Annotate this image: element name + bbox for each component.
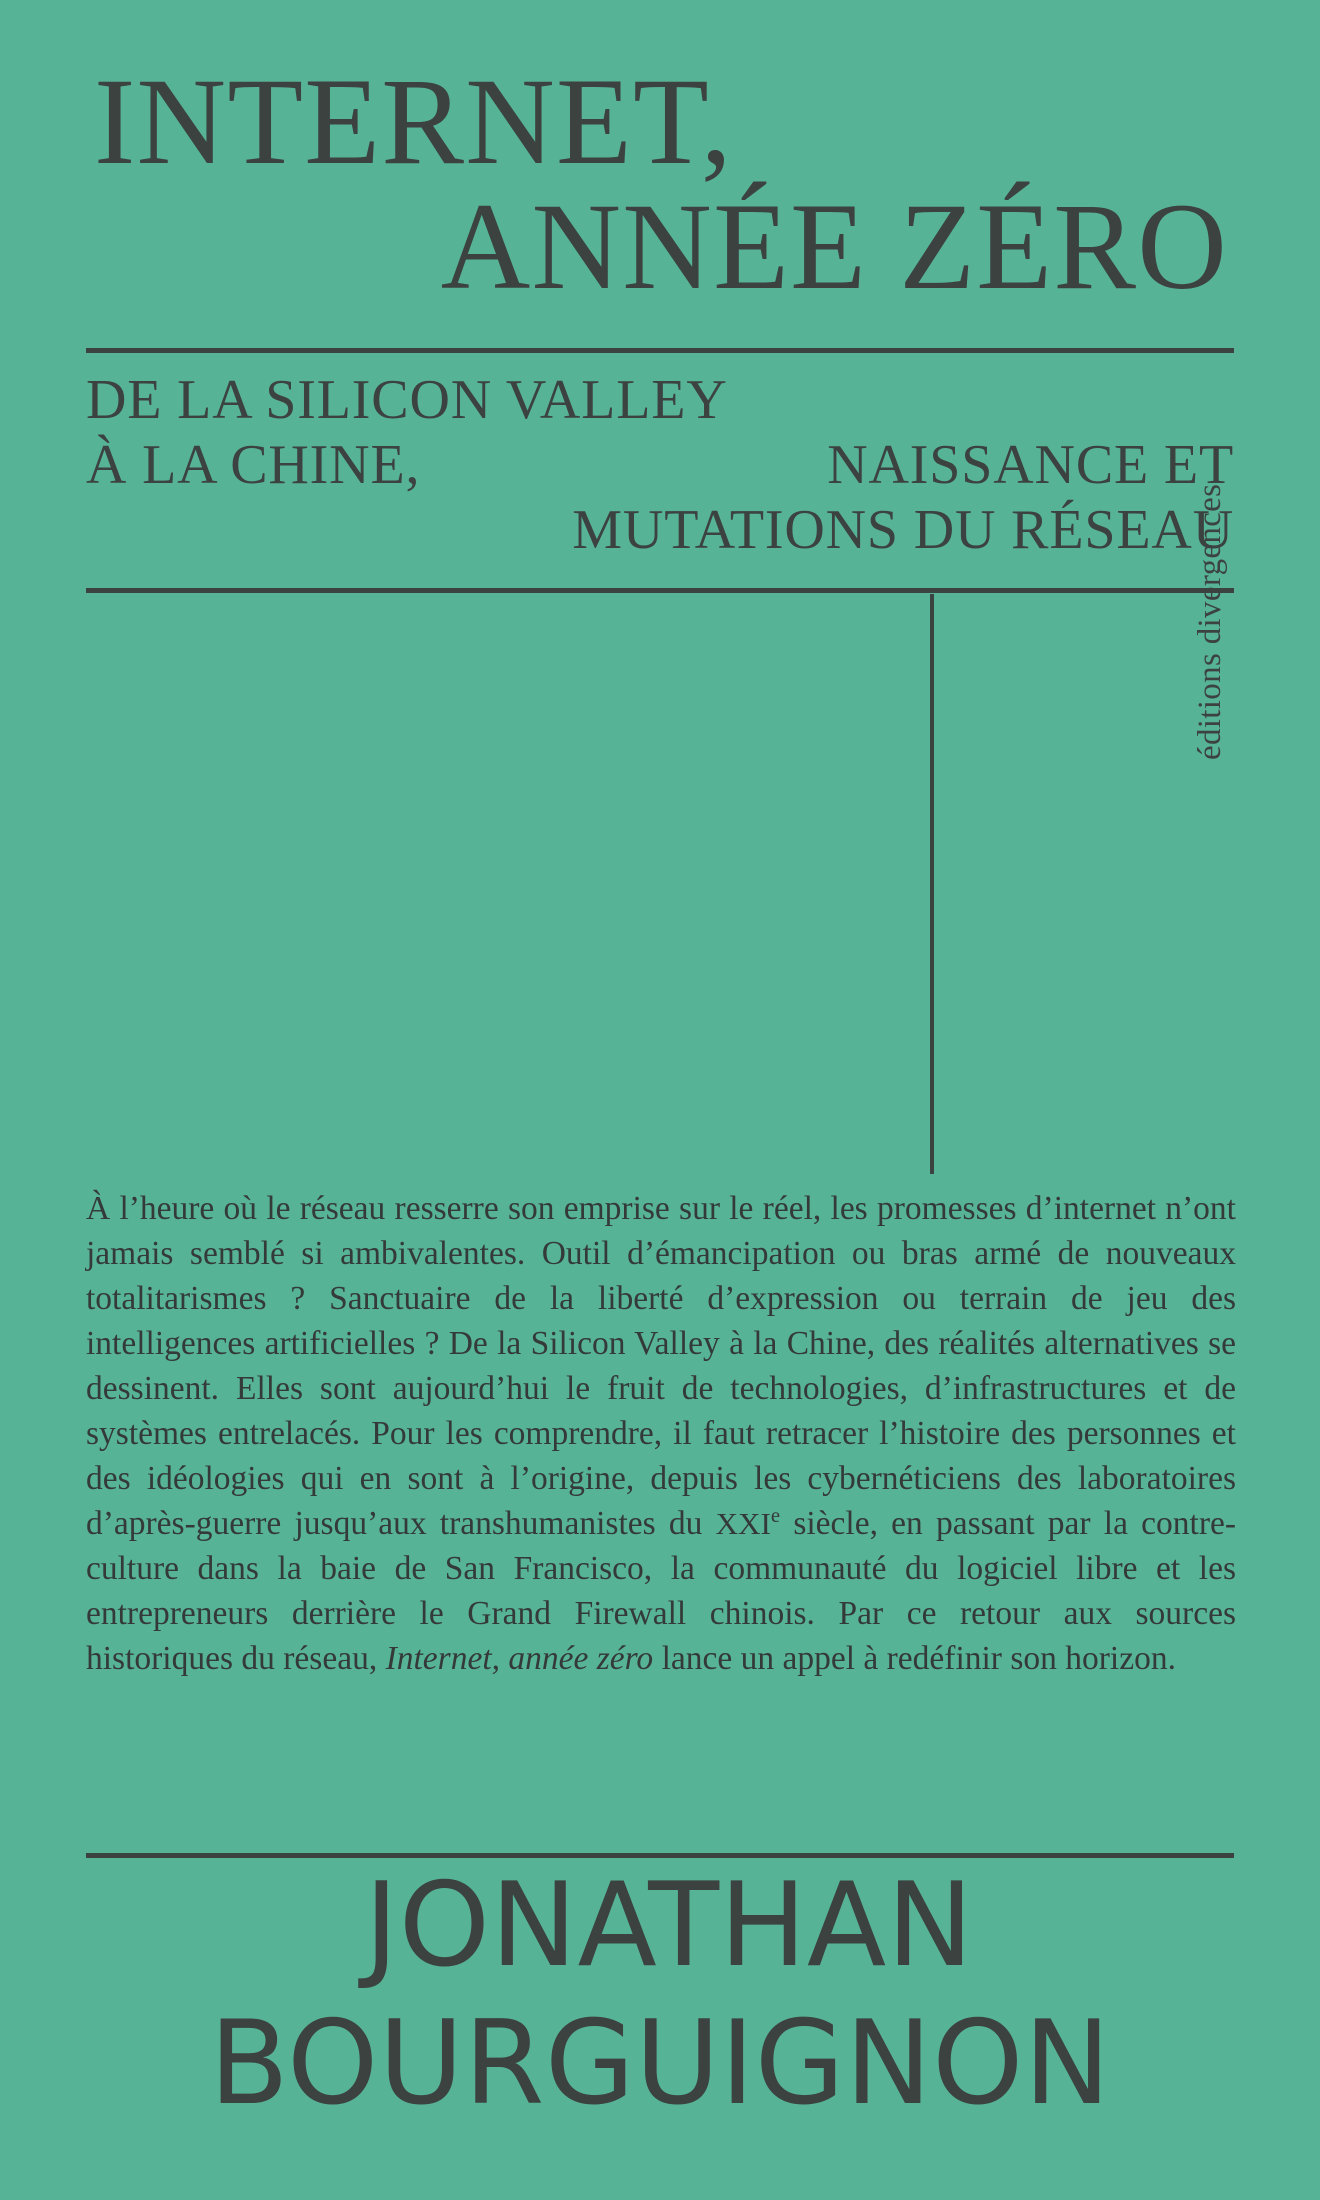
title-line-2: ANNÉE ZÉRO xyxy=(440,178,1228,316)
subtitle-line-3: MUTATIONS DU RÉSEAU xyxy=(572,498,1234,561)
blurb-book-title: Internet, année zéro xyxy=(385,1640,654,1678)
back-cover-blurb xyxy=(86,1186,1236,1682)
divider-middle xyxy=(86,588,1234,593)
title-block xyxy=(86,53,1234,316)
blurb-part-3: lance un appel à redéfinir son horizon. xyxy=(653,1640,1176,1678)
author-last-name: BOURGUIGNON xyxy=(209,1996,1111,2131)
divider-vertical xyxy=(930,594,934,1174)
blurb-part-2: siècle, en passant par la contre-culture dans la baie de San Francisco, la communauté du logiciel libre et les entrepreneurs derrière le Grand Firewall chinois. Par ce retour aux sources historiques du réseau, xyxy=(86,1505,1237,1678)
author-block xyxy=(86,1858,1234,2131)
title-line-1: INTERNET, xyxy=(94,53,734,190)
author-first-name: JONATHAN xyxy=(364,1858,974,1993)
blurb-century-suffix: e xyxy=(770,1504,781,1528)
divider-top xyxy=(86,348,1234,353)
subtitle-line-2-left: À LA CHINE, xyxy=(86,433,421,496)
blurb-part-1: À l’heure où le réseau resserre son emprise sur le réel, les promesses d’internet n’ont jamais semblé si ambivalentes. Outil d’émancipation ou bras armé de nouveaux totalitarismes ? Sanctuaire de la liberté d’expression ou terrain de jeu des intelligences artificielles ? De la Silicon Valley à la Chine, des réalités alternatives se dessinent. Elles sont aujourd’hui le fruit de technologies, d’infrastructures et de systèmes entrelacés. Pour les comprendre, il faut retracer l’histoire des personnes et des idéologies qui en sont à l’origine, depuis les cybernéticiens des laboratoires d’après-guerre jusqu’aux transhumanistes du xyxy=(86,1190,1236,1543)
subtitle-block xyxy=(86,368,1234,563)
subtitle-line-2-right: NAISSANCE ET xyxy=(827,433,1234,496)
subtitle-line-1: DE LA SILICON VALLEY xyxy=(86,369,728,431)
subtitle-line-2 xyxy=(86,433,1234,498)
blurb-century: XXI xyxy=(715,1506,771,1542)
publisher-name: éditions divergences xyxy=(1192,483,1228,760)
